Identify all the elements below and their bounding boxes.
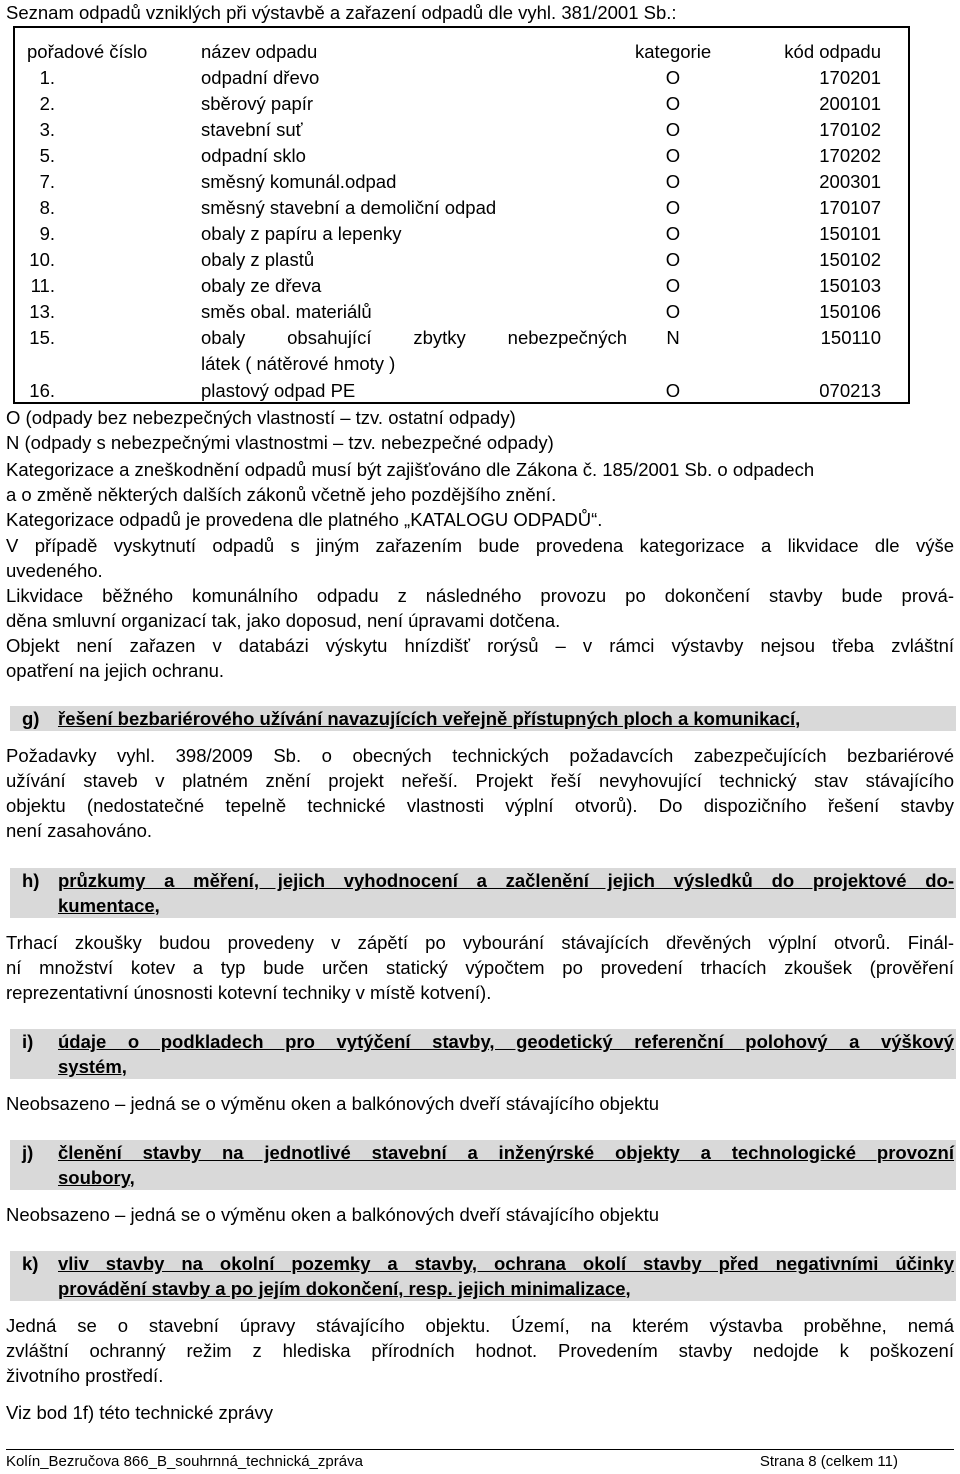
section-j-heading — [10, 1140, 956, 1190]
row-name: obaly z plastů — [201, 249, 315, 270]
section-k-title-wrap — [58, 1251, 954, 1301]
row-number: 5. — [39, 145, 55, 166]
table-row — [15, 169, 908, 195]
row-code: 150106 — [819, 301, 881, 322]
table-row — [15, 299, 908, 325]
section-k-body-line: Jedná se o stavební úpravy stávajícího objektu. Území, na kterém výstavba proběhne, nemá — [6, 1315, 954, 1336]
row-name: stavební suť — [201, 119, 303, 140]
note-line: Kategorizace a zneškodnění odpadů musí být zajišťováno dle Zákona č. 185/2001 Sb. o odpadech — [6, 459, 815, 480]
table-row — [15, 65, 908, 91]
section-k-body-line: životního prostředí. — [6, 1365, 164, 1386]
section-h-body-line: ní množství kotev a typ bude určen statický výpočtem po provedení trhacích zkoušek (prověření — [6, 957, 954, 978]
row-code: 200101 — [819, 93, 881, 114]
row-number: 13. — [29, 301, 55, 322]
row-name: směsný stavební a demoliční odpad — [201, 197, 497, 218]
section-h-title-line2: kumentace, — [58, 895, 160, 916]
table-row — [15, 247, 908, 273]
row-code: 150102 — [819, 249, 881, 270]
section-h-heading — [10, 868, 956, 918]
section-i-body: Neobsazeno – jedná se o výměnu oken a balkónových dveří stávajícího objektu — [6, 1093, 660, 1114]
table-row — [15, 143, 908, 169]
section-j-letter: j) — [22, 1142, 34, 1163]
section-h-letter: h) — [22, 870, 40, 891]
section-k-reference: Viz bod 1f) této technické zprávy — [6, 1402, 274, 1423]
section-g-letter: g) — [22, 708, 40, 729]
intro-text: Seznam odpadů vzniklých při výstavbě a zařazení odpadů dle vyhl. 381/2001 Sb.: — [6, 2, 677, 23]
row-number: 8. — [39, 197, 55, 218]
section-k-title-line2: provádění stavby a po jejím dokončení, resp. jejich minimalizace, — [58, 1278, 631, 1299]
table-row — [15, 273, 908, 299]
section-i-title-line2: systém, — [58, 1056, 127, 1077]
header-category: kategorie — [635, 41, 712, 62]
table-row — [15, 325, 908, 377]
row-code: 170102 — [819, 119, 881, 140]
row-number: 1. — [39, 67, 55, 88]
row-category: O — [665, 119, 681, 140]
note-line: N (odpady s nebezpečnými vlastnostmi – tzv. nebezpečné odpady) — [6, 432, 554, 453]
row-name-line1: obaly obsahující zbytky nebezpečných — [201, 327, 627, 348]
row-code: 070213 — [819, 380, 881, 401]
note-line: Objekt není zařazen v databázi výskytu hnízdišť rorýsů – v rámci výstavby nejsou třeba zvláštní — [6, 635, 954, 656]
table-row — [15, 195, 908, 221]
table-row — [15, 117, 908, 143]
row-number: 16. — [29, 380, 55, 401]
note-line: a o změně některých dalších zákonů včetně jeho pozdějšího znění. — [6, 484, 557, 505]
section-i-title-line1: údaje o podkladech pro vytýčení stavby, geodetický referenční polohový a výškový — [58, 1031, 954, 1052]
section-k-title-line1: vliv stavby na okolní pozemky a stavby, ochrana okolí stavby před negativními účinky — [58, 1253, 954, 1274]
row-category: O — [665, 275, 681, 296]
row-category: O — [665, 223, 681, 244]
note-line: O (odpady bez nebezpečných vlastností – tzv. ostatní odpady) — [6, 407, 516, 428]
section-g-heading — [10, 706, 956, 731]
row-code: 150103 — [819, 275, 881, 296]
section-h-title-wrap — [58, 868, 954, 918]
row-number: 9. — [39, 223, 55, 244]
section-g-body-line: užívání staveb v platném znění projekt neřeší. Projekt řeší nevyhovující technický stav stávajícího — [6, 770, 954, 791]
row-category: O — [665, 249, 681, 270]
footer-page-number: Strana 8 (celkem 11) — [759, 1453, 898, 1470]
header-order-number: pořadové číslo — [27, 41, 148, 62]
row-name: směsný komunál.odpad — [201, 171, 397, 192]
row-code: 170107 — [819, 197, 881, 218]
section-k-letter: k) — [22, 1253, 39, 1274]
row-code: 170202 — [819, 145, 881, 166]
row-name: obaly z papíru a lepenky — [201, 223, 402, 244]
section-g-body-line: objektu (nedostatečné tepelně technické vlastnosti výplní otvorů). Do dispozičního řešení stavby — [6, 795, 954, 816]
section-i-heading — [10, 1029, 956, 1079]
section-h-body-line: reprezentativní únosnosti kotevní techniky v místě kotvení). — [6, 982, 492, 1003]
footer-document-name: Kolín_Bezručova 866_B_souhrnná_technická_zpráva — [6, 1453, 363, 1470]
row-number: 15. — [29, 327, 55, 348]
row-number: 11. — [30, 275, 55, 296]
row-number: 2. — [39, 93, 55, 114]
row-name-line2: látek ( nátěrové hmoty ) — [201, 353, 396, 374]
row-category: N — [666, 327, 680, 348]
row-code: 150110 — [820, 327, 881, 348]
table-row — [15, 91, 908, 117]
table-row — [15, 378, 908, 404]
footer-rule — [6, 1449, 954, 1450]
section-k-heading — [10, 1251, 956, 1301]
row-number: 7. — [39, 171, 55, 192]
row-name: odpadní dřevo — [201, 67, 320, 88]
row-category: O — [665, 197, 681, 218]
section-j-body: Neobsazeno – jedná se o výměnu oken a balkónových dveří stávajícího objektu — [6, 1204, 660, 1225]
note-line: děna smluvní organizací tak, jako doposud, není úpravami dotčena. — [6, 610, 561, 631]
section-i-title-wrap — [58, 1029, 954, 1079]
row-name: odpadní sklo — [201, 145, 306, 166]
row-name: plastový odpad PE — [201, 380, 356, 401]
section-i-letter: i) — [22, 1031, 34, 1052]
section-g-body-line: Požadavky vyhl. 398/2009 Sb. o obecných technických požadavcích zabezpečujících bezbariérové — [6, 745, 954, 766]
row-number: 10. — [29, 249, 55, 270]
note-line: Kategorizace odpadů je provedena dle platného „KATALOGU ODPADŮ“. — [6, 509, 603, 530]
row-category: O — [665, 380, 681, 401]
section-h-body-line: Trhací zkoušky budou provedeny v zápětí po vybourání stávajících dřevěných výplní otvorů. Finál- — [6, 932, 954, 953]
row-category: O — [665, 301, 681, 322]
row-name: obaly ze dřeva — [201, 275, 322, 296]
row-category: O — [665, 171, 681, 192]
header-waste-name: název odpadu — [201, 41, 318, 62]
row-number: 3. — [39, 119, 55, 140]
waste-table — [13, 26, 910, 404]
row-code: 170201 — [819, 67, 881, 88]
row-name: sběrový papír — [201, 93, 314, 114]
note-line: Likvidace běžného komunálního odpadu z následného provozu po dokončení stavby bude prová- — [6, 585, 954, 606]
note-line: V případě vyskytnutí odpadů s jiným zařazením bude provedena kategorizace a likvidace dle výše — [6, 535, 954, 556]
section-j-title-line2: soubory, — [58, 1167, 135, 1188]
section-g-title-wrap — [58, 706, 954, 731]
row-name: směs obal. materiálů — [201, 301, 372, 322]
section-g-title: řešení bezbariérového užívání navazujících veřejně přístupných ploch a komunikací, — [58, 708, 801, 729]
section-h-title-line1: průzkumy a měření, jejich vyhodnocení a začlenění jejich výsledků do projektové do- — [58, 870, 954, 891]
row-category: O — [665, 67, 681, 88]
row-category: O — [665, 145, 681, 166]
table-row — [15, 221, 908, 247]
header-waste-code: kód odpadu — [784, 41, 881, 62]
section-k-body-line: zvláštní ochranný režim z hlediska přírodních hodnot. Provedením stavby nedojde k poškození — [6, 1340, 954, 1361]
note-line: uvedeného. — [6, 560, 103, 581]
row-code: 150101 — [819, 223, 881, 244]
row-category: O — [665, 93, 681, 114]
note-line: opatření na jejich ochranu. — [6, 660, 225, 681]
section-j-title-wrap — [58, 1140, 954, 1190]
section-j-title-line1: členění stavby na jednotlivé stavební a inženýrské objekty a technologické provozní — [58, 1142, 954, 1163]
section-g-body-line: není zasahováno. — [6, 820, 153, 841]
table-header-row — [15, 39, 908, 65]
row-code: 200301 — [819, 171, 881, 192]
